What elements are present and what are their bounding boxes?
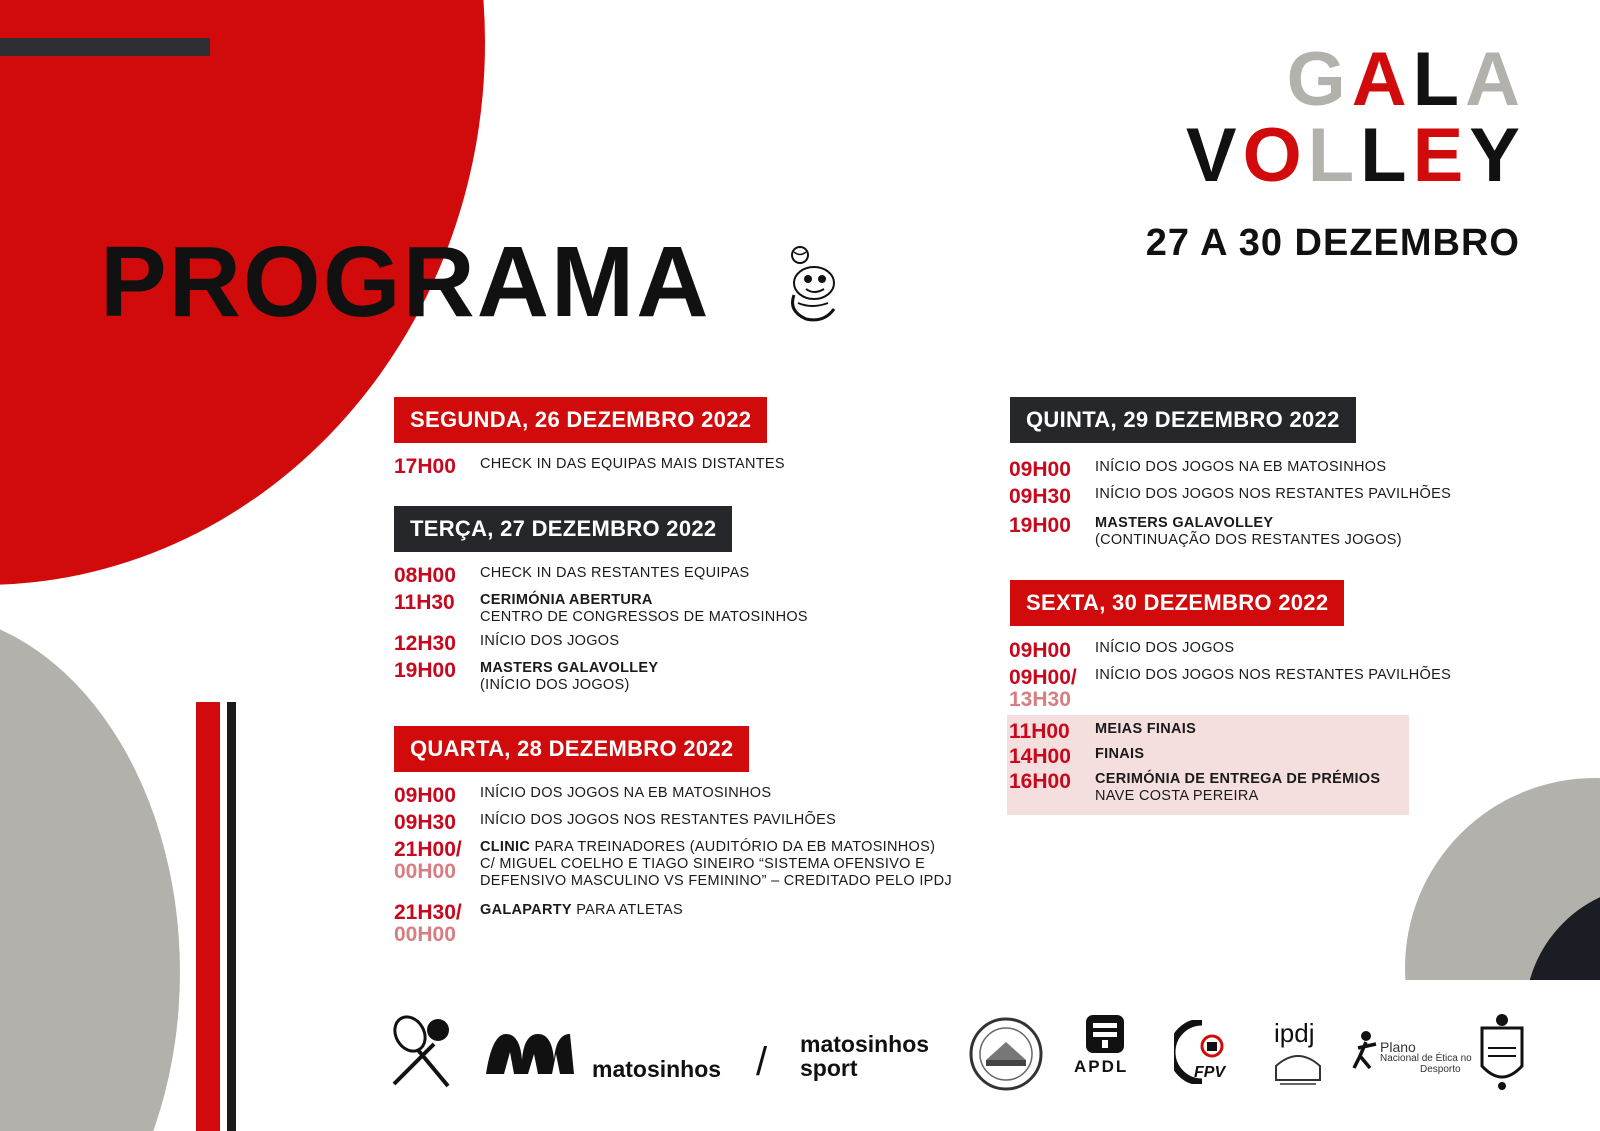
event-time-end: 00H00 (394, 923, 456, 946)
event-title: GALAPARTY (480, 902, 572, 918)
event-line: C/ MIGUEL COELHO E TIAGO SINEIRO “SISTEMA OFENSIVO E (480, 856, 926, 872)
plano-line1: Plano (1380, 1039, 1416, 1055)
plano-etica-icon (1350, 1030, 1380, 1070)
event-dates: 27 A 30 DEZEMBRO (1145, 222, 1520, 264)
schedule-row (394, 456, 785, 478)
event-time: 09H30 (1009, 485, 1071, 508)
top-bar-shape (0, 38, 210, 56)
event-text: INÍCIO DOS JOGOS NA EB MATOSINHOS (480, 785, 772, 801)
event-text: INÍCIO DOS JOGOS NOS RESTANTES PAVILHÕES (1095, 667, 1452, 683)
event-time: 09H00 (1009, 458, 1071, 481)
schedule-row (1009, 640, 1234, 662)
day-header-friday: SEXTA, 30 DEZEMBRO 2022 (1010, 580, 1344, 626)
event-subtitle: PARA TREINADORES (AUDITÓRIO DA EB MATOSINHOS) (530, 839, 936, 855)
event-time-end: 13H30 (1009, 688, 1071, 711)
apdl-logo-text: APDL (1074, 1057, 1129, 1076)
event-text: CHECK IN DAS RESTANTES EQUIPAS (480, 565, 750, 581)
event-title: MASTERS GALAVOLLEY (480, 660, 659, 676)
schedule-row (394, 660, 658, 694)
schedule-row (1009, 771, 1380, 805)
event-text: INÍCIO DOS JOGOS (1095, 640, 1235, 656)
event-subtitle: (INÍCIO DOS JOGOS) (480, 677, 630, 693)
event-title: CLINIC (480, 839, 531, 855)
event-title: CERIMÓNIA DE ENTREGA DE PRÉMIOS (1095, 771, 1381, 787)
logo-letter: Y (1469, 113, 1520, 198)
apdl-logo-icon (1085, 1014, 1125, 1054)
avp-crest-icon (1478, 1012, 1526, 1092)
event-time: 16H00 (1009, 770, 1071, 793)
day-header-wednesday: QUARTA, 28 DEZEMBRO 2022 (394, 726, 749, 772)
matosinhos-sport-line1: matosinhos (800, 1031, 930, 1057)
fpv-logo-text: FPV (1194, 1064, 1226, 1081)
event-time: 09H30 (394, 811, 456, 834)
event-time-start: 21H00/ (394, 838, 462, 861)
event-time: 08H00 (394, 564, 456, 587)
plano-etica-text (1380, 1039, 1472, 1075)
logo-line-volley (1185, 113, 1520, 198)
event-text (480, 660, 658, 694)
event-title: MASTERS GALAVOLLEY (1095, 515, 1274, 531)
gala-volley-logo (1185, 37, 1520, 198)
logo-letter: V (1185, 113, 1237, 198)
event-time: 14H00 (1009, 745, 1071, 768)
event-time: 09H00 (1009, 639, 1071, 662)
leca-palmeira-seal-icon (968, 1016, 1044, 1092)
plano-line3: Desporto (1420, 1064, 1461, 1075)
event-text (480, 839, 952, 890)
schedule-row (394, 592, 808, 626)
logo-letter: L (1307, 113, 1355, 198)
schedule-row (1009, 721, 1196, 743)
event-time-start: 09H00/ (1009, 666, 1077, 689)
schedule-row (1009, 459, 1386, 481)
schedule-row (1009, 515, 1402, 549)
event-text (480, 902, 683, 919)
logo-letter: O (1242, 113, 1302, 198)
schedule-row (394, 839, 952, 890)
schedule-row (394, 565, 750, 587)
schedule-row (394, 812, 836, 834)
schedule-row (394, 633, 619, 655)
schedule-row (1009, 486, 1451, 508)
event-time (394, 902, 480, 946)
event-text: INÍCIO DOS JOGOS NOS RESTANTES PAVILHÕES (1095, 486, 1452, 502)
logo-letter: L (1360, 113, 1407, 198)
matosinhos-mm-logo-icon (482, 1030, 578, 1076)
black-stripe-shape (227, 702, 236, 1131)
event-title: FINAIS (1095, 746, 1145, 762)
event-text: INÍCIO DOS JOGOS (480, 633, 620, 649)
schedule-row (1009, 746, 1144, 768)
event-time (394, 839, 480, 883)
schedule-row (394, 902, 683, 946)
event-subtitle: NAVE COSTA PEREIRA (1095, 788, 1259, 804)
event-title: MEIAS FINAIS (1095, 721, 1197, 737)
event-time-start: 21H30/ (394, 901, 462, 924)
event-subtitle: CENTRO DE CONGRESSOS DE MATOSINHOS (480, 609, 808, 625)
matosinhos-logo-text: matosinhos (592, 1056, 722, 1082)
logo-letter: E (1412, 113, 1464, 198)
event-text: INÍCIO DOS JOGOS NOS RESTANTES PAVILHÕES (480, 812, 837, 828)
event-time-end: 00H00 (394, 860, 456, 883)
volleyball-mascot-icon (778, 245, 848, 325)
matosinhos-sport-logo (800, 1032, 929, 1080)
event-time: 11H30 (394, 591, 455, 614)
event-time: 11H00 (1009, 720, 1070, 743)
logo-line-gala (1240, 37, 1520, 122)
event-subtitle: PARA ATLETAS (571, 902, 683, 918)
grey-arc-left-shape (0, 612, 180, 1131)
event-time: 19H00 (1009, 514, 1071, 537)
event-time: 17H00 (394, 455, 456, 478)
red-stripe-shape (196, 702, 220, 1131)
event-text (1095, 515, 1402, 549)
plano-line2: Nacional de Ética no (1380, 1053, 1472, 1064)
event-text: CHECK IN DAS EQUIPAS MAIS DISTANTES (480, 456, 785, 472)
day-header-thursday: QUINTA, 29 DEZEMBRO 2022 (1010, 397, 1356, 443)
page-title: PROGRAMA (100, 226, 711, 338)
event-title: CERIMÓNIA ABERTURA (480, 592, 653, 608)
logo-letter: L (1412, 37, 1460, 122)
ipdj-logo-text: ipdj (1274, 1018, 1315, 1048)
logo-letter: G (1286, 37, 1346, 122)
schedule-row (394, 785, 771, 807)
event-time: 09H00 (394, 784, 456, 807)
event-line: DEFENSIVO MASCULINO VS FEMININO” – CREDITADO PELO IPDJ (480, 873, 952, 889)
event-time: 19H00 (394, 659, 456, 682)
racket-club-logo-icon (388, 1012, 458, 1092)
event-time: 12H30 (394, 632, 456, 655)
event-time (1009, 667, 1095, 711)
matosinhos-sport-line2: sport (800, 1055, 858, 1081)
event-text: INÍCIO DOS JOGOS NA EB MATOSINHOS (1095, 459, 1387, 475)
logo-letter: A (1465, 37, 1520, 122)
event-subtitle: (CONTINUAÇÃO DOS RESTANTES JOGOS) (1095, 532, 1402, 548)
event-text (1095, 771, 1380, 805)
event-text (480, 592, 808, 626)
sponsor-divider: / (756, 1040, 768, 1084)
ipdj-emblem-icon (1272, 1050, 1324, 1086)
day-header-tuesday: TERÇA, 27 DEZEMBRO 2022 (394, 506, 732, 552)
schedule-row (1009, 667, 1451, 711)
day-header-monday: SEGUNDA, 26 DEZEMBRO 2022 (394, 397, 767, 443)
logo-letter: A (1351, 37, 1407, 122)
